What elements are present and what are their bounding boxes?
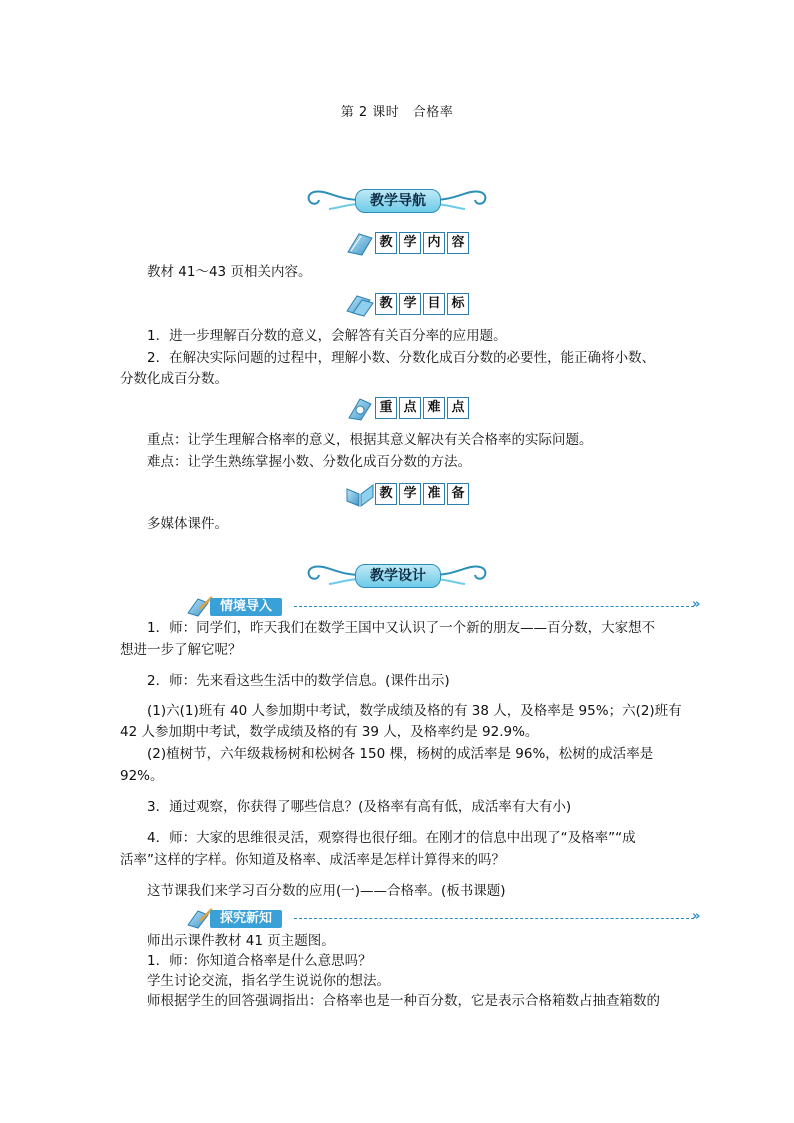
subhead-char: 学 — [399, 483, 421, 505]
step-tag-intro — [186, 595, 794, 617]
subhead-char: 目 — [423, 293, 445, 315]
dashed-divider — [294, 918, 694, 919]
books-stack-icon — [345, 291, 375, 317]
page-title: 第 2 课时 合格率 — [340, 105, 454, 120]
subhead-char: 容 — [447, 232, 469, 254]
banner-label: 教学设计 — [355, 564, 441, 588]
intro-line: 1．师：同学们，昨天我们在数学王国中又认识了一个新的朋友——百分数，大家想不 — [147, 620, 656, 636]
subhead-char: 教 — [375, 293, 397, 315]
goals-line: 2．在解决实际问题的过程中，理解小数、分数化成百分数的必要性，能正确将小数、 — [147, 350, 656, 366]
step-tag-label: 情境导入 — [210, 598, 282, 616]
subhead-char: 重 — [375, 397, 397, 419]
subhead-char: 教 — [375, 483, 397, 505]
book-icon — [345, 395, 375, 421]
banner-left-swirl-icon — [303, 184, 363, 214]
step-tag-explore — [186, 907, 794, 929]
dashed-divider — [294, 606, 694, 607]
banner-label: 教学导航 — [355, 189, 441, 213]
subhead-char: 教 — [375, 232, 397, 254]
difficulty-line: 难点：让学生熟练掌握小数、分数化成百分数的方法。 — [147, 454, 471, 470]
section-banner-nav — [307, 184, 487, 216]
subhead-char: 点 — [447, 397, 469, 419]
goals-line: 1．进一步理解百分数的意义，会解答有关百分率的应用题。 — [147, 328, 507, 344]
intro-line: 这节课我们来学习百分数的应用(一)——合格率。(板书课题) — [147, 883, 506, 899]
intro-line: 92%。 — [120, 768, 164, 784]
intro-line: (1)六(1)班有 40 人参加期中考试，数学成绩及格的有 38 人，及格率是 95%；六(2)班有 — [147, 703, 682, 719]
subhead-char: 备 — [447, 483, 469, 505]
intro-line: 活率”这样的字样。你知道及格率、成活率是怎样计算得来的吗？ — [120, 852, 505, 868]
explore-line: 师出示课件教材 41 页主题图。 — [147, 933, 335, 949]
section-banner-design — [307, 559, 487, 591]
prep-text: 多媒体课件。 — [147, 516, 228, 532]
banner-left-swirl-icon — [303, 559, 363, 589]
keypoint-line: 重点：让学生理解合格率的意义，根据其意义解决有关合格率的实际问题。 — [147, 432, 593, 448]
explore-line: 1．师：你知道合格率是什么意思吗？ — [147, 953, 372, 969]
explore-line: 学生讨论交流，指名学生说说你的想法。 — [147, 973, 390, 989]
open-book-icon — [345, 481, 375, 507]
intro-line: 4．师：大家的思维很灵活，观察得也很仔细。在刚才的信息中出现了“及格率”“成 — [147, 830, 636, 846]
subhead-char: 内 — [423, 232, 445, 254]
intro-line: 2．师：先来看这些生活中的数学信息。(课件出示) — [147, 673, 450, 689]
book-icon — [345, 230, 375, 256]
intro-line: 想进一步了解它呢？ — [120, 642, 242, 658]
intro-line: 42 人参加期中考试，数学成绩及格的有 39 人，及格率约是 92.9%。 — [120, 724, 539, 740]
content-text: 教材 41～43 页相关内容。 — [147, 264, 312, 280]
subhead-char: 准 — [423, 483, 445, 505]
subhead-char: 点 — [399, 397, 421, 419]
explore-line: 师根据学生的回答强调指出：合格率也是一种百分数，它是表示合格箱数占抽查箱数的 — [147, 993, 660, 1009]
subhead-char: 难 — [423, 397, 445, 419]
step-tag-label: 探究新知 — [210, 910, 282, 928]
subhead-char: 学 — [399, 232, 421, 254]
intro-line: 3．通过观察，你获得了哪些信息？(及格率有高有低，成活率有大有小) — [147, 799, 572, 815]
subhead-char: 标 — [447, 293, 469, 315]
double-chevron-icon: » — [692, 597, 701, 612]
goals-line: 分数化成百分数。 — [120, 371, 228, 387]
subhead-char: 学 — [399, 293, 421, 315]
intro-line: (2)植树节，六年级栽杨树和松树各 150 棵，杨树的成活率是 96%，松树的成活率是 — [147, 746, 654, 762]
double-chevron-icon: » — [692, 909, 701, 924]
